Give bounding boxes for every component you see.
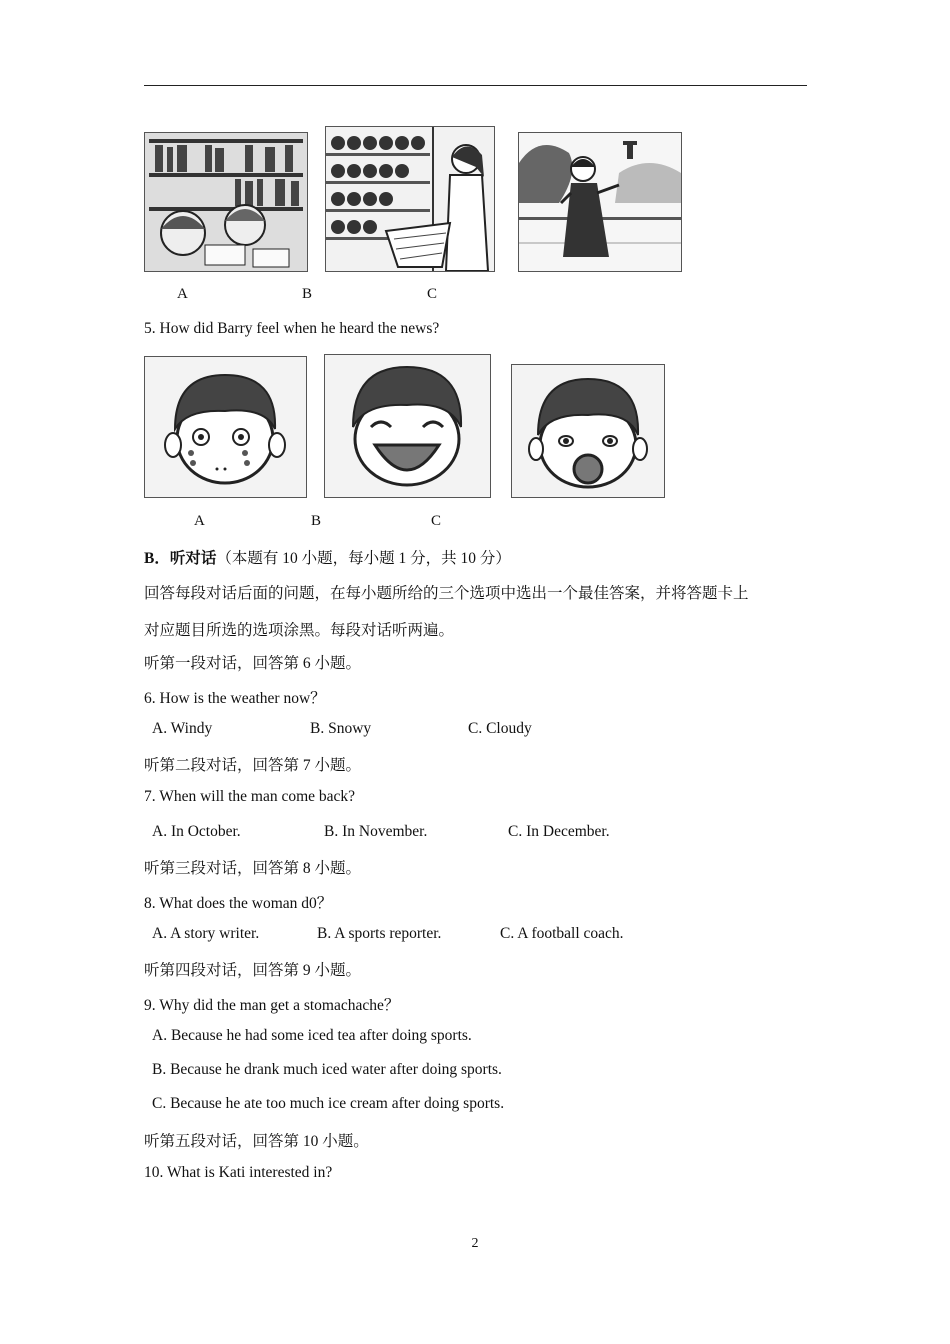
q5-label-c: C: [431, 513, 442, 529]
q5-label-b: B: [311, 513, 322, 529]
header-rule: [144, 85, 807, 86]
q8-question: 8. What does the woman d0？: [144, 895, 333, 912]
q5-picture-a-sad-face: [144, 356, 307, 498]
q7-option-a: A. In October.: [152, 823, 241, 840]
section-b-title: B．听对话: [144, 550, 217, 567]
q6-option-b: B. Snowy: [310, 720, 372, 737]
q8-option-c: C. A football coach.: [500, 925, 624, 942]
dialog-4-instruction: 听第四段对话，回答第 9 小题。: [144, 962, 362, 979]
section-b-heading: [144, 546, 511, 568]
q4-label-b: B: [302, 286, 313, 302]
q5-label-a: A: [194, 513, 205, 529]
q5-picture-b-laughing-face: [324, 354, 491, 498]
q9-option-b: B. Because he drank much iced water after doing sports.: [152, 1061, 502, 1078]
q9-option-c: C. Because he ate too much ice cream after doing sports.: [152, 1095, 505, 1112]
q4-picture-a-library: [144, 132, 308, 272]
q6-option-a: A. Windy: [152, 720, 213, 737]
q9-option-a: A. Because he had some iced tea after doing sports.: [152, 1027, 472, 1044]
q6-option-c: C. Cloudy: [468, 720, 532, 737]
section-b-note: （本题有 10 小题，每小题 1 分，共 10 分）: [216, 550, 511, 567]
q5-question: 5. How did Barry feel when he heard the news?: [144, 320, 440, 337]
q4-picture-c-park: [518, 132, 682, 272]
q5-picture-c-surprised-face: [511, 364, 665, 498]
page-number: 2: [471, 1236, 479, 1251]
q4-label-c: C: [427, 286, 438, 302]
q4-label-a: A: [177, 286, 188, 302]
q6-question: 6. How is the weather now？: [144, 690, 326, 707]
dialog-2-instruction: 听第二段对话，回答第 7 小题。: [144, 757, 362, 774]
dialog-5-instruction: 听第五段对话，回答第 10 小题。: [144, 1133, 369, 1150]
section-b-instruction-2: 对应题目所选的选项涂黑。每段对话听两遍。: [144, 622, 455, 639]
q9-question: 9. Why did the man get a stomachache？: [144, 997, 400, 1014]
q10-question: 10. What is Kati interested in?: [144, 1164, 333, 1181]
section-b-instruction-1: 回答每段对话后面的问题，在每小题所给的三个选项中选出一个最佳答案，并将答题卡上: [144, 585, 749, 602]
q8-option-a: A. A story writer.: [152, 925, 260, 942]
q4-picture-b-supermarket: [325, 126, 495, 272]
q7-question: 7. When will the man come back?: [144, 788, 356, 805]
q7-option-c: C. In December.: [508, 823, 610, 840]
dialog-3-instruction: 听第三段对话，回答第 8 小题。: [144, 860, 362, 877]
q8-option-b: B. A sports reporter.: [317, 925, 442, 942]
dialog-1-instruction: 听第一段对话，回答第 6 小题。: [144, 655, 362, 672]
q7-option-b: B. In November.: [324, 823, 428, 840]
